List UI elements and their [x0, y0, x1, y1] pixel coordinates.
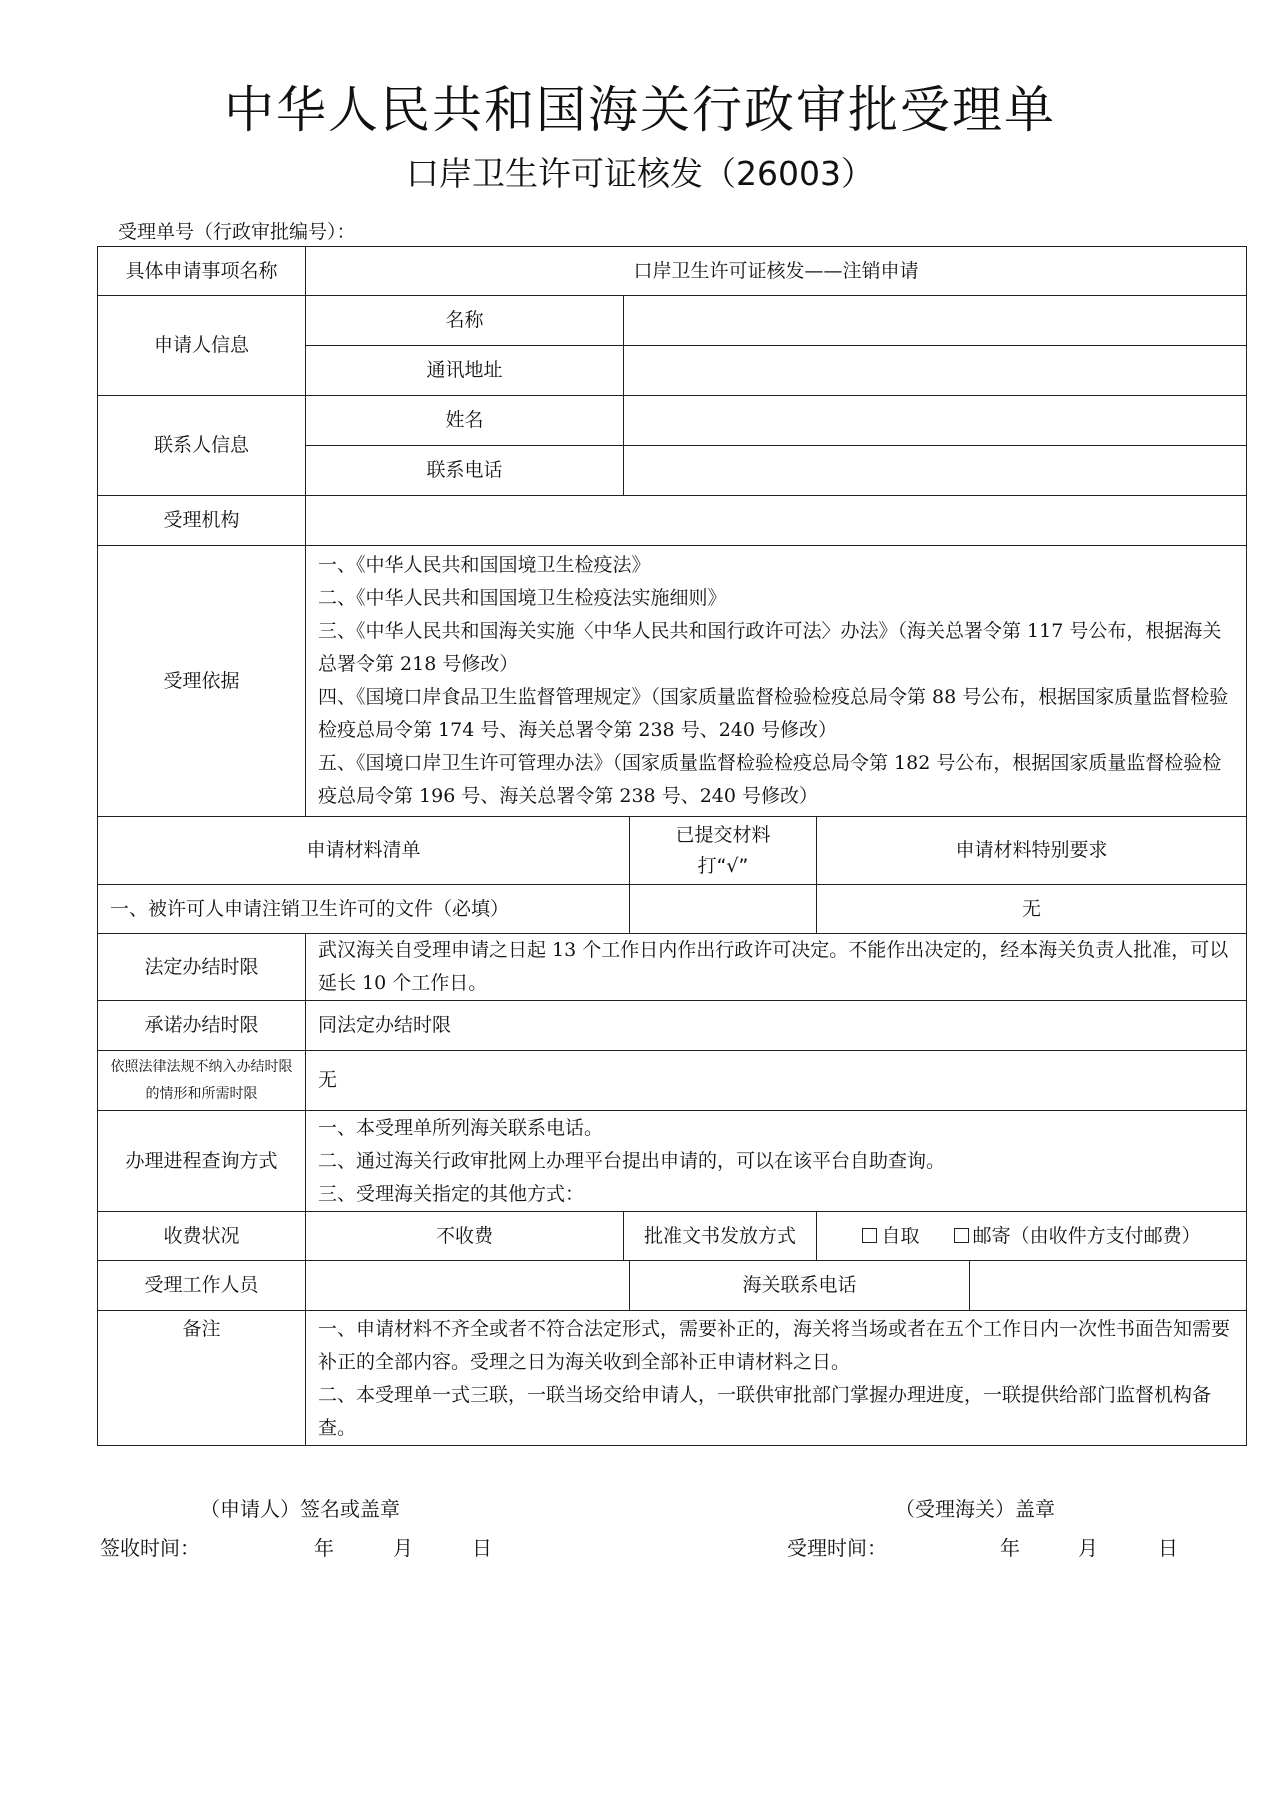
checkbox-icon[interactable] — [862, 1228, 877, 1243]
contact-phone-label: 联系电话 — [306, 446, 624, 496]
applicant-label: 申请人信息 — [98, 296, 306, 396]
material-checkbox-cell[interactable] — [630, 885, 817, 934]
basis-line: 一、《中华人民共和国国境卫生检疫法》 — [318, 554, 651, 576]
material-item: 一、被许可人申请注销卫生许可的文件（必填） — [98, 885, 630, 934]
doc-number-label: 受理单号（行政审批编号）： — [118, 221, 356, 243]
promised-value: 同法定办结时限 — [306, 1001, 1247, 1051]
material-requirement: 无 — [817, 885, 1247, 934]
promised-label: 承诺办结时限 — [98, 1001, 306, 1051]
submitted-header-line1: 已提交材料 — [675, 823, 771, 846]
progress-line: 二、通过海关行政审批网上办理平台提出申请的，可以在该平台自助查询。 — [318, 1149, 946, 1172]
customs-phone-label: 海关联系电话 — [630, 1261, 970, 1311]
contact-name-field[interactable] — [624, 396, 1247, 446]
basis-line: 四、《国境口岸食品卫生监督管理规定》（国家质量监督检验检疫总局令第 88 号公布，根据国家质量监督检验检疫总局令第 174 号、海关总署令第 238 号、240 号修改） — [318, 686, 1229, 741]
statutory-row — [98, 934, 1247, 1001]
contact-label: 联系人信息 — [98, 396, 306, 496]
basis-label: 受理依据 — [98, 546, 306, 817]
accept-month: 月 — [1078, 1536, 1098, 1560]
fee-label: 收费状况 — [98, 1212, 306, 1261]
progress-row — [98, 1111, 1247, 1212]
applicant-name-label: 名称 — [306, 296, 624, 346]
progress-label: 办理进程查询方式 — [98, 1111, 306, 1212]
applicant-address-label: 通讯地址 — [306, 346, 624, 396]
progress-list — [306, 1111, 1247, 1212]
staff-row — [98, 1261, 1247, 1311]
applicant-signature-label: （申请人）签名或盖章 — [200, 1497, 400, 1521]
contact-name-row — [98, 396, 1247, 446]
receipt-day: 日 — [472, 1536, 492, 1560]
agency-field[interactable] — [306, 496, 1247, 546]
remarks-label: 备注 — [98, 1311, 306, 1446]
statutory-value: 武汉海关自受理申请之日起 13 个工作日内作出行政许可决定。不能作出决定的，经本海关负责人批准，可以延长 10 个工作日。 — [306, 934, 1247, 1001]
customs-seal-label: （受理海关）盖章 — [895, 1497, 1055, 1521]
form-title: 中华人民共和国海关行政审批受理单 — [224, 81, 1056, 139]
item-label: 具体申请事项名称 — [98, 247, 306, 296]
remarks-line: 二、本受理单一式三联，一联当场交给申请人，一联供审批部门掌握办理进度，一联提供给部门监督机构备查。 — [318, 1384, 1212, 1439]
applicant-name-field[interactable] — [624, 296, 1247, 346]
customs-phone-field[interactable] — [970, 1261, 1247, 1311]
checkbox-icon[interactable] — [954, 1228, 969, 1243]
excluded-value: 无 — [306, 1051, 1247, 1111]
fee-row — [98, 1212, 1247, 1261]
accept-time-label: 受理时间： — [787, 1536, 887, 1560]
basis-row — [98, 546, 1247, 817]
basis-line: 三、《中华人民共和国海关实施〈中华人民共和国行政许可法〉办法》（海关总署令第 117 号公布，根据海关总署令第 218 号修改） — [318, 620, 1222, 675]
form-subtitle: 口岸卫生许可证核发（26003） — [406, 154, 874, 193]
receipt-year: 年 — [314, 1536, 334, 1560]
item-value: 口岸卫生许可证核发——注销申请 — [306, 247, 1247, 296]
progress-line: 一、本受理单所列海关联系电话。 — [318, 1116, 604, 1139]
accept-year: 年 — [1000, 1536, 1020, 1560]
statutory-label: 法定办结时限 — [98, 934, 306, 1001]
materials-header-row — [98, 817, 1247, 885]
material-row — [98, 885, 1247, 934]
delivery-label: 批准文书发放方式 — [624, 1212, 817, 1261]
item-row — [98, 247, 1247, 296]
staff-label: 受理工作人员 — [98, 1261, 306, 1311]
application-form-table — [97, 246, 1247, 1446]
basis-line: 五、《国境口岸卫生许可管理办法》（国家质量监督检验检疫总局令第 182 号公布，根据国家质量监督检验检疫总局令第 196 号、海关总署令第 238 号、240 号修改） — [318, 752, 1222, 807]
delivery-options — [817, 1212, 1247, 1261]
delivery-option-pickup[interactable]: 自取 — [862, 1225, 919, 1247]
remarks-row — [98, 1311, 1247, 1446]
progress-line: 三、受理海关指定的其他方式： — [318, 1182, 585, 1205]
promised-row — [98, 1001, 1247, 1051]
delivery-option-mail[interactable]: 邮寄（由收件方支付邮费） — [954, 1225, 1201, 1247]
staff-field[interactable] — [306, 1261, 630, 1311]
agency-row — [98, 496, 1247, 546]
contact-name-label: 姓名 — [306, 396, 624, 446]
excluded-label: 依照法律法规不纳入办结时限的情形和所需时限 — [98, 1051, 306, 1111]
agency-label: 受理机构 — [98, 496, 306, 546]
remarks-list — [306, 1311, 1247, 1446]
receipt-time-label: 签收时间： — [100, 1536, 200, 1560]
excluded-row — [98, 1051, 1247, 1111]
remarks-line: 一、申请材料不齐全或者不符合法定形式，需要补正的，海关将当场或者在五个工作日内一次性书面告知需要补正的全部内容。受理之日为海关收到全部补正申请材料之日。 — [318, 1318, 1231, 1373]
applicant-address-field[interactable] — [624, 346, 1247, 396]
contact-phone-field[interactable] — [624, 446, 1247, 496]
materials-header: 申请材料清单 — [98, 817, 630, 885]
receipt-month: 月 — [393, 1536, 413, 1560]
submitted-header-line2: 打“√” — [697, 854, 749, 877]
submitted-header — [630, 817, 817, 885]
basis-line: 二、《中华人民共和国国境卫生检疫法实施细则》 — [318, 587, 727, 609]
requirements-header: 申请材料特别要求 — [817, 817, 1247, 885]
accept-day: 日 — [1158, 1536, 1178, 1560]
fee-value: 不收费 — [306, 1212, 624, 1261]
applicant-name-row — [98, 296, 1247, 346]
basis-list — [306, 546, 1247, 817]
